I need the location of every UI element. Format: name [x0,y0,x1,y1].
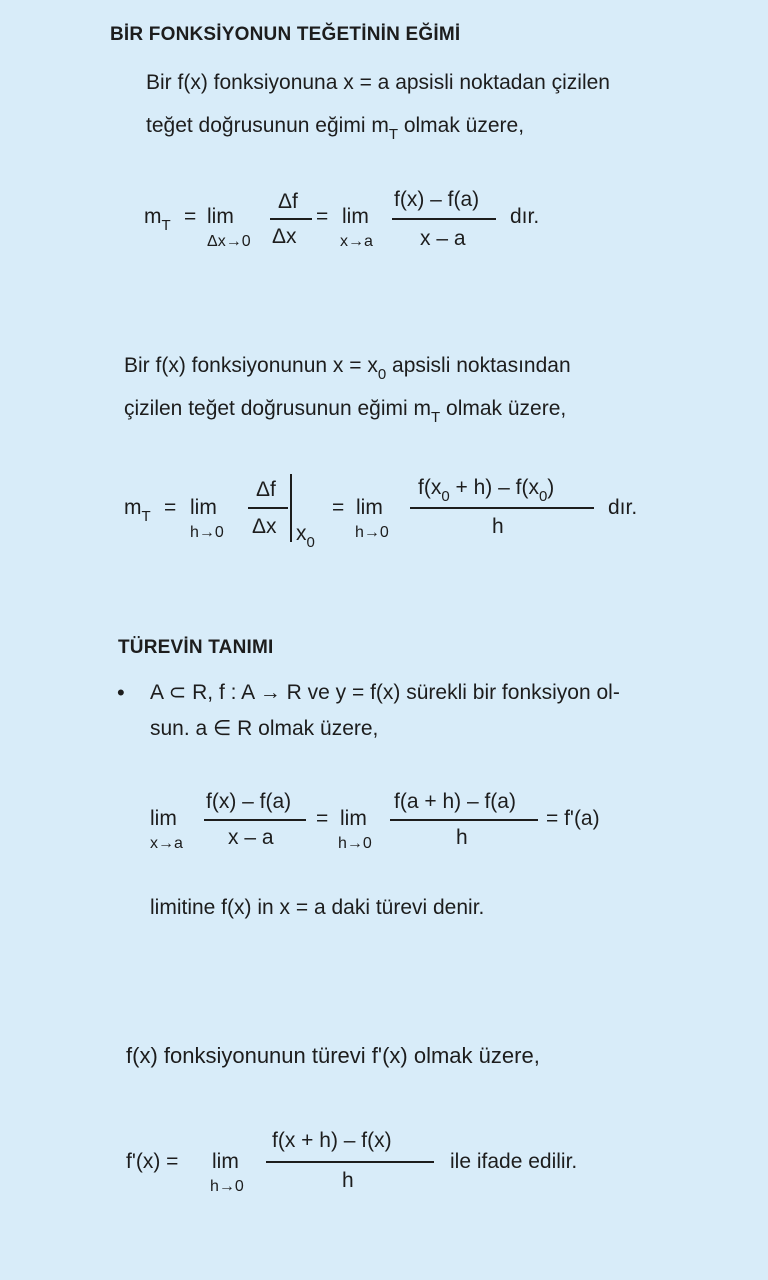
bullet-icon: • [117,680,125,705]
paragraph-line: A ⊂ R, f : A → R ve y = f(x) sürekli bir fonksiyon ol- [150,681,620,704]
paragraph-line: çizilen teğet doğrusunun eğimi $m_T$ olmak üzere, [124,397,567,426]
paragraph-line: f(x) fonksiyonunun türevi f'(x) olmak üzere, [126,1043,540,1068]
paragraph-line: teğet doğrusunun eğimi $m_T$ olmak üzere, [146,114,525,143]
section-title-slope: BİR FONKSİYONUN TEĞETİNİN EĞİMİ [110,24,461,45]
paragraph-line: Bir f(x) fonksiyonunun $x = x_0$ apsisli noktasından [124,354,571,383]
paragraph-line: sun. a ∈ R olmak üzere, [150,717,379,740]
paragraph-line: Bir f(x) fonksiyonuna x = a apsisli noktadan çizilen [146,71,610,94]
paragraph-line: limitine f(x) in x = a daki türevi denir. [150,896,485,919]
section-title-derivative: TÜREVİN TANIMI [118,637,274,658]
